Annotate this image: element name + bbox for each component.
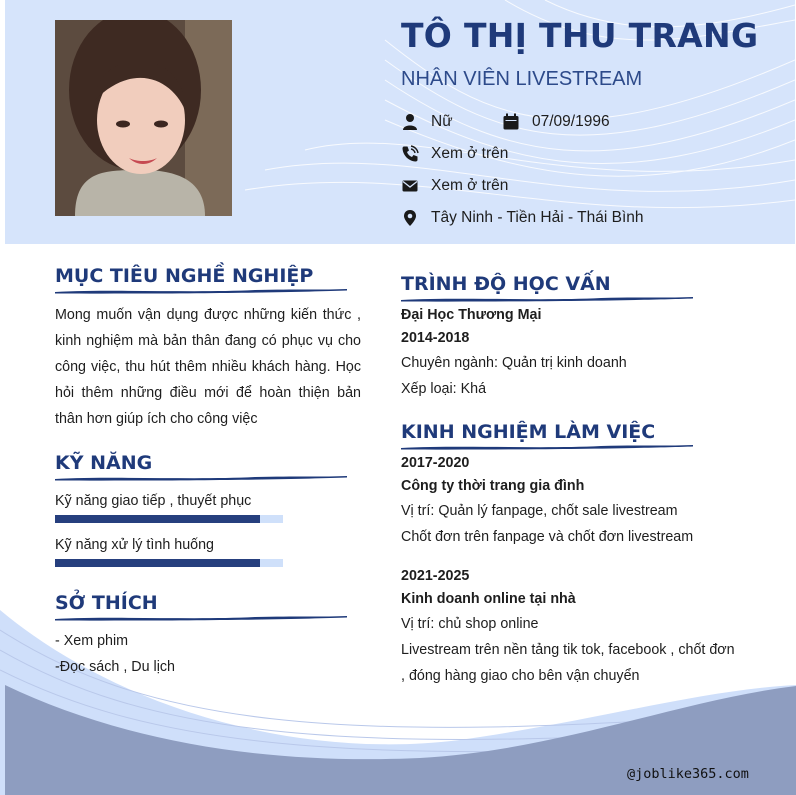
hobbies-underline (55, 614, 347, 622)
education-title: TRÌNH ĐỘ HỌC VẤN (401, 273, 611, 295)
school-name: Đại Học Thương Mại (401, 307, 542, 323)
skill-bar-fill (55, 515, 260, 523)
skills-title: KỸ NĂNG (55, 452, 153, 474)
skill-label: Kỹ năng giao tiếp , thuyết phục (55, 493, 252, 509)
birthday-row (502, 113, 610, 131)
education-major: Chuyên ngành: Quản trị kinh doanh (401, 355, 627, 371)
job-company: Kinh doanh online tại nhà (401, 591, 576, 607)
objective-title: MỤC TIÊU NGHỀ NGHIỆP (55, 265, 314, 287)
phone-row (401, 145, 508, 163)
objective-text: Mong muốn vận dụng được những kiến thức , kinh nghiệm mà bản thân đang có phục vụ cho công việc, thu hút thêm nhiều khách hàng. Học hỏi thêm những điều mới để hoàn thiện bản thân hơn giúp ích cho công việc (55, 307, 361, 427)
calendar-icon (502, 113, 520, 131)
skill-label: Kỹ năng xử lý tình huống (55, 537, 214, 553)
experience-underline (401, 443, 693, 451)
job-detail: Livestream trên nền tảng tik tok, facebook , chốt đơn (401, 642, 735, 658)
hobby-item: -Đọc sách , Du lịch (55, 659, 175, 675)
address-row (401, 209, 644, 227)
address-value: Tây Ninh - Tiền Hải - Thái Bình (431, 209, 644, 226)
map-pin-icon (401, 209, 419, 227)
education-years: 2014-2018 (401, 330, 470, 346)
phone-value: Xem ở trên (431, 145, 509, 162)
job-company: Công ty thời trang gia đình (401, 478, 585, 494)
gender-value: Nữ (431, 113, 453, 130)
job-detail: , đóng hàng giao cho bên vận chuyển (401, 668, 640, 684)
candidate-role: NHÂN VIÊN LIVESTREAM (401, 68, 643, 90)
skill-bar-fill (55, 559, 260, 567)
email-row (401, 177, 508, 195)
email-value: Xem ở trên (431, 177, 509, 194)
gender-row (401, 113, 453, 131)
skill-bar (55, 559, 283, 567)
job-years: 2017-2020 (401, 455, 470, 471)
objective-underline (55, 287, 347, 295)
education-underline (401, 295, 693, 303)
candidate-name: TÔ THỊ THU TRANG (401, 16, 759, 55)
job-detail: Vị trí: chủ shop online (401, 616, 539, 632)
watermark: @joblike365.com (627, 766, 749, 782)
profile-photo (55, 20, 232, 216)
skills-underline (55, 474, 347, 482)
phone-icon (401, 145, 419, 163)
job-detail: Vị trí: Quản lý fanpage, chốt sale livestream (401, 503, 678, 519)
skill-bar (55, 515, 283, 523)
education-rank: Xếp loại: Khá (401, 381, 487, 397)
job-detail: Chốt đơn trên fanpage và chốt đơn livestream (401, 529, 694, 545)
experience-title: KINH NGHIỆM LÀM VIỆC (401, 421, 656, 443)
hobby-item: - Xem phim (55, 633, 129, 649)
job-years: 2021-2025 (401, 568, 470, 584)
birthday-value: 07/09/1996 (532, 113, 610, 130)
envelope-icon (401, 177, 419, 195)
hobbies-title: SỞ THÍCH (55, 592, 158, 614)
user-icon (401, 113, 419, 131)
